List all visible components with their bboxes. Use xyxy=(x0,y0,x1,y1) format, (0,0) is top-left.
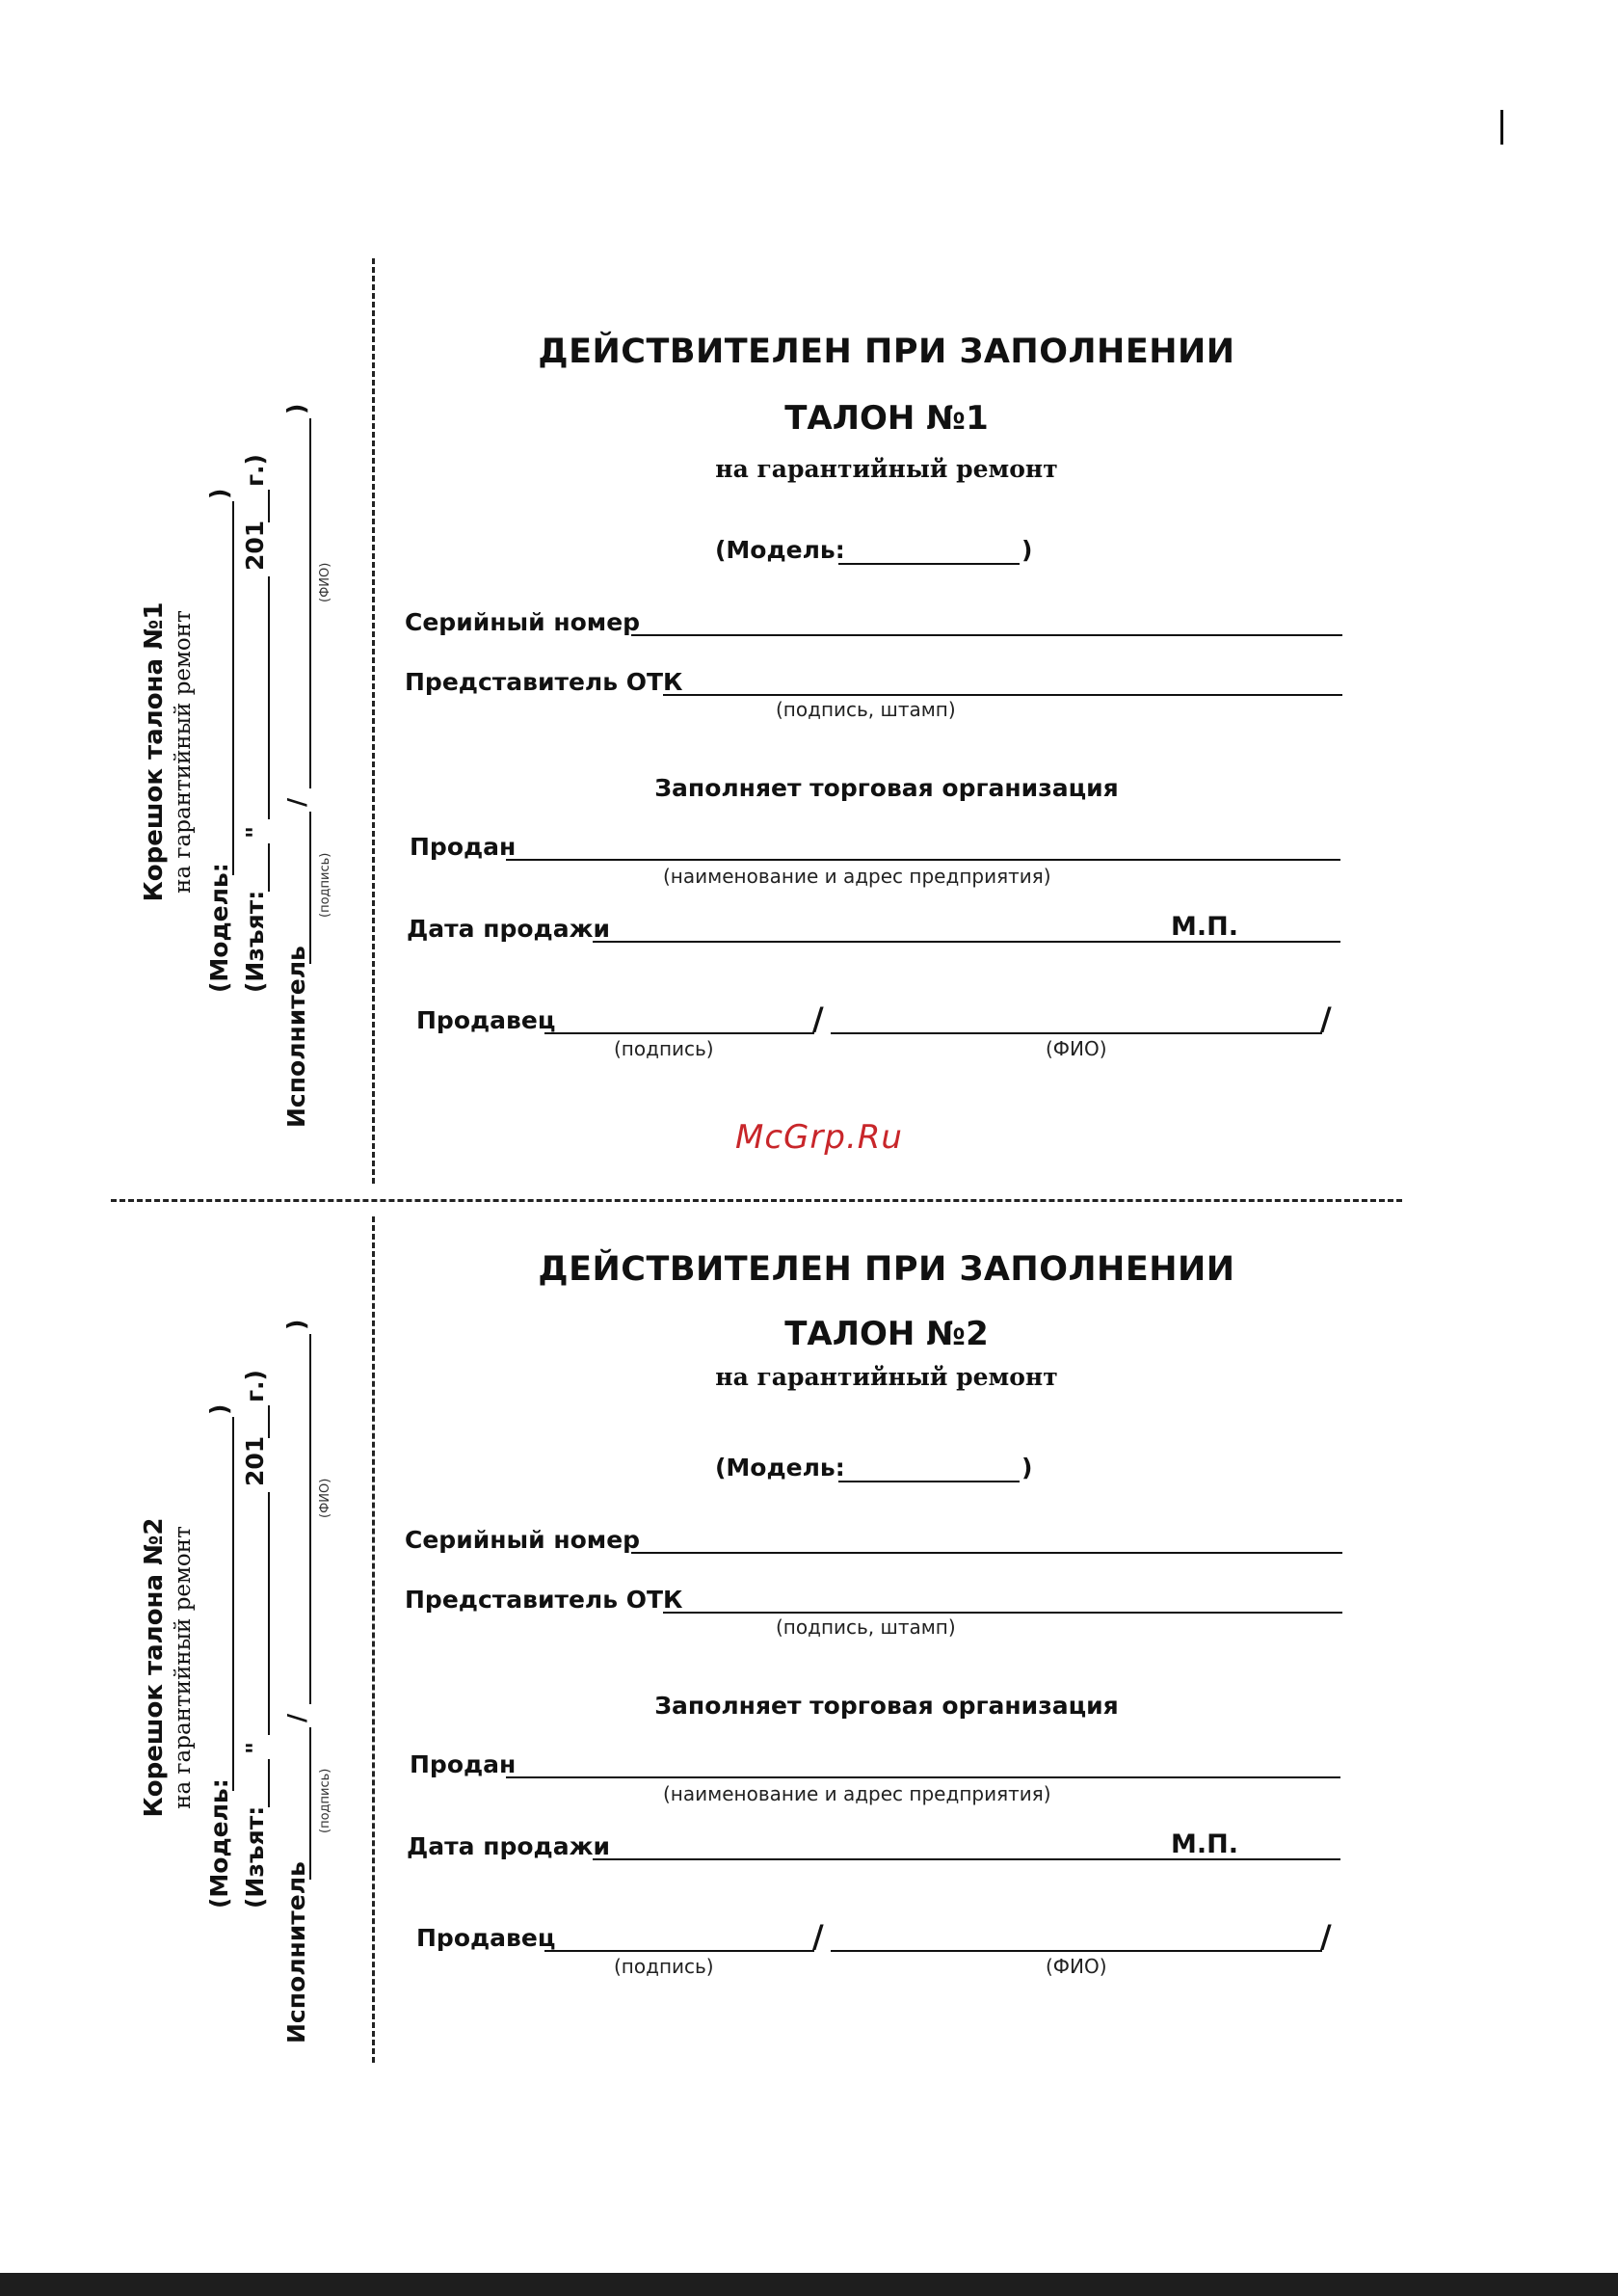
stub-1 xyxy=(130,376,361,1128)
sold-field[interactable] xyxy=(506,859,1340,861)
stub-taken-label: (Изъят: xyxy=(241,1805,269,1909)
sold-hint: (наименование и адрес предприятия) xyxy=(663,865,1051,888)
stamp-place-label: М.П. xyxy=(1171,912,1238,942)
stub-slash: / xyxy=(282,797,310,807)
seller-name-field[interactable] xyxy=(831,1032,1322,1034)
otk-field[interactable] xyxy=(663,1612,1342,1614)
seller-label: Продавец xyxy=(416,1924,556,1952)
stub-model-row xyxy=(205,1292,244,2043)
stub-name-field[interactable] xyxy=(309,418,311,788)
stub-month-field[interactable] xyxy=(268,576,270,819)
ticket-number: ТАЛОН №2 xyxy=(784,1315,989,1353)
ticket-subtitle: на гарантийный ремонт xyxy=(715,455,1058,483)
stub-close: ) xyxy=(282,1319,310,1330)
ticket-number: ТАЛОН №1 xyxy=(784,399,989,438)
otk-field[interactable] xyxy=(663,694,1342,696)
signature-hint: (подпись) xyxy=(614,1037,714,1060)
stub-executor-row xyxy=(282,376,321,1128)
model-label: (Модель: xyxy=(715,536,845,564)
stub-month-field[interactable] xyxy=(268,1492,270,1735)
stub-year-prefix: 201 xyxy=(241,1435,269,1486)
sold-hint: (наименование и адрес предприятия) xyxy=(663,1782,1051,1805)
stub-executor-label: Исполнитель xyxy=(282,946,310,1128)
sold-field[interactable] xyxy=(506,1776,1340,1778)
stub-year-field[interactable] xyxy=(268,490,270,522)
seller-slash-end: / xyxy=(1320,1918,1332,1955)
seller-label: Продавец xyxy=(416,1006,556,1034)
otk-label: Представитель ОТК xyxy=(405,1586,683,1614)
stub-close: ) xyxy=(282,403,310,414)
seller-name-field[interactable] xyxy=(831,1950,1322,1952)
otk-hint: (подпись, штамп) xyxy=(776,1615,956,1639)
stub-model-close: ) xyxy=(205,488,233,499)
stub-model-field[interactable] xyxy=(232,1417,234,1791)
sale-date-label: Дата продажи xyxy=(407,915,610,943)
watermark-text: McGrp.Ru xyxy=(735,1118,903,1157)
signature-hint: (подпись) xyxy=(614,1955,714,1978)
stub-year-suffix: г.) xyxy=(241,1370,269,1402)
page-corner-mark xyxy=(1500,110,1503,145)
stub-year-prefix: 201 xyxy=(241,520,269,571)
stub-model-label: (Модель: xyxy=(205,863,233,993)
otk-hint: (подпись, штамп) xyxy=(776,698,956,721)
section-title: Заполняет торговая организация xyxy=(654,1692,1119,1720)
stamp-place-label: М.П. xyxy=(1171,1829,1238,1859)
stub-quote: " xyxy=(241,825,269,839)
stub-year-field[interactable] xyxy=(268,1405,270,1438)
stub-taken-label: (Изъят: xyxy=(241,890,269,993)
stub-executor-row xyxy=(282,1292,321,2043)
stub-model-row xyxy=(205,376,244,1128)
stub-quote: " xyxy=(241,1741,269,1754)
section-title: Заполняет торговая организация xyxy=(654,774,1119,802)
stub-taken-row xyxy=(241,376,279,1128)
stub-signature-hint: (подпись) xyxy=(318,1768,332,1833)
serial-label: Серийный номер xyxy=(405,1526,641,1554)
otk-label: Представитель ОТК xyxy=(405,668,683,696)
stub-model-close: ) xyxy=(205,1403,233,1415)
stub-subtitle: на гарантийный ремонт xyxy=(171,610,196,894)
stub-2 xyxy=(130,1292,361,2043)
stub-title: Корешок талона №2 xyxy=(140,1517,169,1818)
stub-taken-row xyxy=(241,1292,279,2043)
sold-label: Продан xyxy=(410,1750,517,1778)
serial-label: Серийный номер xyxy=(405,608,641,636)
stub-day-field[interactable] xyxy=(268,843,270,892)
serial-field[interactable] xyxy=(631,1552,1342,1554)
stub-signature-field[interactable] xyxy=(309,812,311,964)
stub-fio-hint: (ФИО) xyxy=(318,562,332,602)
stub-executor-label: Исполнитель xyxy=(282,1861,310,2043)
stub-day-field[interactable] xyxy=(268,1759,270,1807)
seller-slash-end: / xyxy=(1320,1001,1332,1037)
ticket-heading: ДЕЙСТВИТЕЛЕН ПРИ ЗАПОЛНЕНИИ xyxy=(538,1250,1235,1289)
fio-hint: (ФИО) xyxy=(1046,1955,1107,1978)
seller-signature-field[interactable] xyxy=(544,1950,814,1952)
model-close: ) xyxy=(1021,536,1033,564)
stub-fio-hint: (ФИО) xyxy=(318,1478,332,1518)
stub-slash: / xyxy=(282,1713,310,1722)
fio-hint: (ФИО) xyxy=(1046,1037,1107,1060)
vertical-cut-line-top xyxy=(372,258,375,1184)
model-field[interactable] xyxy=(838,563,1020,565)
stub-subtitle: на гарантийный ремонт xyxy=(171,1526,196,1809)
stub-model-label: (Модель: xyxy=(205,1778,233,1909)
stub-year-suffix: г.) xyxy=(241,454,269,487)
horizontal-cut-line xyxy=(111,1199,1402,1202)
vertical-cut-line-bottom xyxy=(372,1216,375,2063)
model-label: (Модель: xyxy=(715,1454,845,1482)
seller-slash: / xyxy=(812,1918,824,1955)
ticket-subtitle: на гарантийный ремонт xyxy=(715,1363,1058,1391)
stub-model-field[interactable] xyxy=(232,501,234,875)
model-close: ) xyxy=(1021,1454,1033,1482)
sale-date-label: Дата продажи xyxy=(407,1832,610,1860)
stub-name-field[interactable] xyxy=(309,1334,311,1704)
model-field[interactable] xyxy=(838,1481,1020,1482)
seller-signature-field[interactable] xyxy=(544,1032,814,1034)
sold-label: Продан xyxy=(410,833,517,861)
seller-slash: / xyxy=(812,1001,824,1037)
stub-signature-hint: (подпись) xyxy=(318,852,332,918)
page-bottom-band xyxy=(0,2273,1618,2296)
stub-signature-field[interactable] xyxy=(309,1727,311,1880)
stub-title: Корешок талона №1 xyxy=(140,601,169,902)
serial-field[interactable] xyxy=(631,634,1342,636)
ticket-heading: ДЕЙСТВИТЕЛЕН ПРИ ЗАПОЛНЕНИИ xyxy=(538,333,1235,371)
